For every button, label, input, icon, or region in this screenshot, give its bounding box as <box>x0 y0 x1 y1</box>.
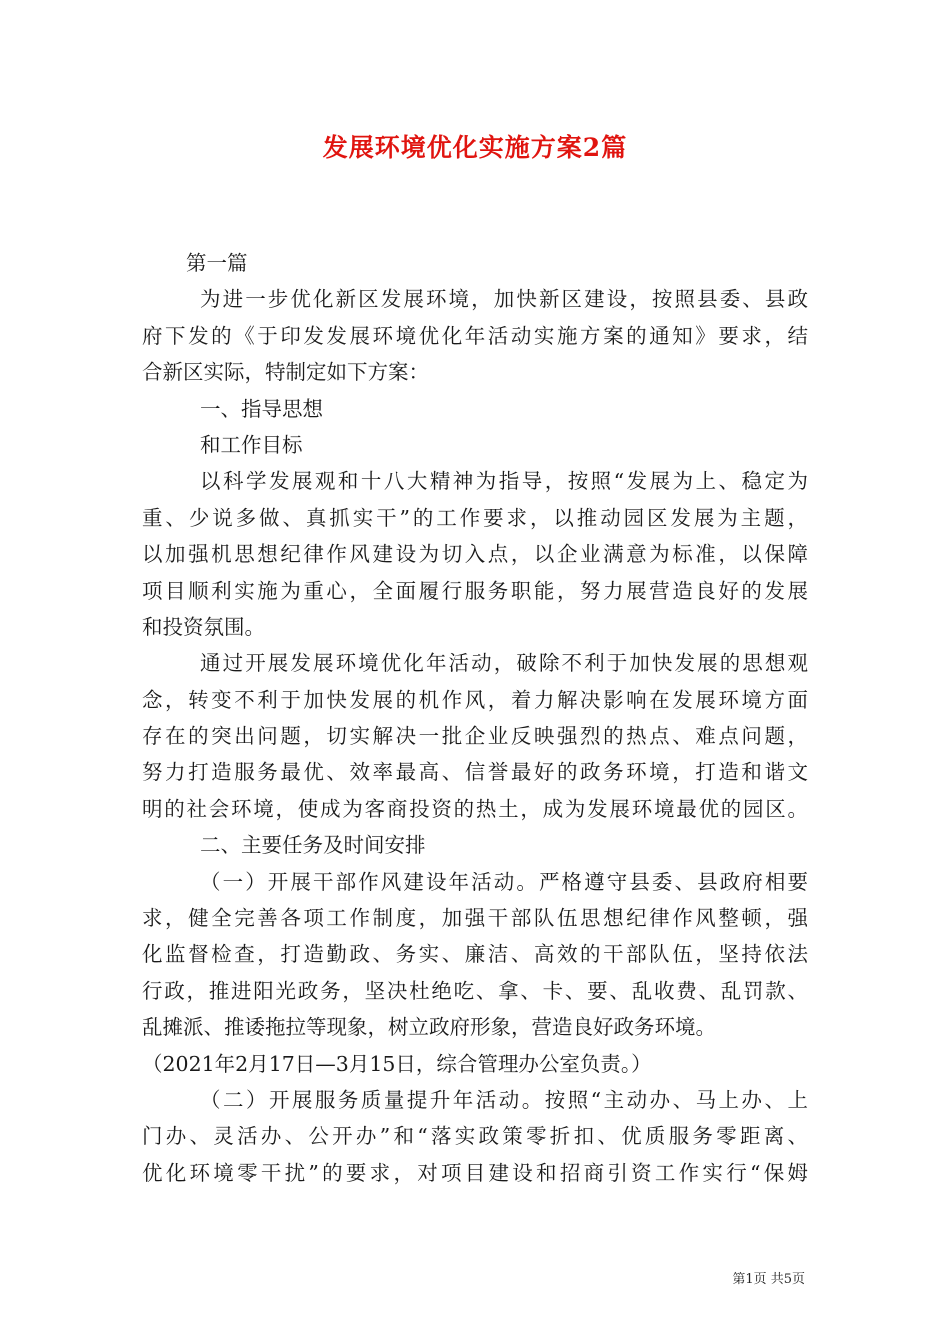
paragraph-line: 乱摊派、推诿拖拉等现象，树立政府形象，营造良好政务环境。 <box>142 1015 716 1040</box>
paragraph-line: 化监督检查，打造勤政、务实、廉洁、高效的干部队伍，坚持依法 <box>142 942 808 967</box>
paragraph-line: （一）开展干部作风建设年活动。严格遵守县委、县政府相要 <box>200 869 808 894</box>
paragraph-line: 门办、灵活办、公开办”和“落实政策零折扣、优质服务零距离、 <box>142 1124 808 1149</box>
section-heading: 和工作目标 <box>200 432 303 457</box>
document-title: 发展环境优化实施方案2篇 <box>322 133 628 162</box>
paragraph-line: 府下发的《于印发发展环境优化年活动实施方案的通知》要求，结 <box>142 323 808 348</box>
paragraph-line: 明的社会环境，使成为客商投资的热土，成为发展环境最优的园区。 <box>142 796 808 821</box>
section-heading: 一、指导思想 <box>200 396 323 421</box>
paragraph-line: 和投资氛围。 <box>142 614 265 639</box>
paragraph-line: 求，健全完善各项工作制度，加强干部队伍思想纪律作风整顿，强 <box>142 906 808 931</box>
paragraph-line: 通过开展发展环境优化年活动，破除不利于加快发展的思想观 <box>200 651 808 676</box>
paragraph-line: 以科学发展观和十八大精神为指导，按照“发展为上、稳定为 <box>200 469 808 494</box>
page-number: 第1页 共5页 <box>732 1272 805 1287</box>
paragraph-line: 念，转变不利于加快发展的机作风，着力解决影响在发展环境方面 <box>142 687 808 712</box>
paragraph-line: 重、少说多做、真抓实干”的工作要求，以推动园区发展为主题， <box>142 505 808 530</box>
section-heading: 第一篇 <box>186 251 248 275</box>
paragraph-line: 优化环境零干扰”的要求，对项目建设和招商引资工作实行“保姆 <box>142 1160 808 1185</box>
paragraph-line: 合新区实际，特制定如下方案： <box>142 360 429 385</box>
paragraph-line: 存在的突出问题，切实解决一批企业反映强烈的热点、难点问题， <box>142 724 808 749</box>
paragraph-line: （2021年2月17日—3月15日，综合管理办公室负责。） <box>142 1051 652 1076</box>
paragraph-line: 行政，推进阳光政务，坚决杜绝吃、拿、卡、要、乱收费、乱罚款、 <box>142 978 808 1003</box>
paragraph-line: 项目顺利实施为重心，全面履行服务职能，努力展营造良好的发展 <box>142 578 808 603</box>
paragraph-line: 以加强机思想纪律作风建设为切入点，以企业满意为标准，以保障 <box>142 542 808 567</box>
section-heading: 二、主要任务及时间安排 <box>200 833 426 858</box>
paragraph-line: 努力打造服务最优、效率最高、信誉最好的政务环境，打造和谐文 <box>142 760 808 785</box>
paragraph-line: 为进一步优化新区发展环境，加快新区建设，按照县委、县政 <box>200 287 808 312</box>
document-body <box>142 245 808 1191</box>
paragraph-line: （二）开展服务质量提升年活动。按照“主动办、马上办、上 <box>200 1087 808 1112</box>
